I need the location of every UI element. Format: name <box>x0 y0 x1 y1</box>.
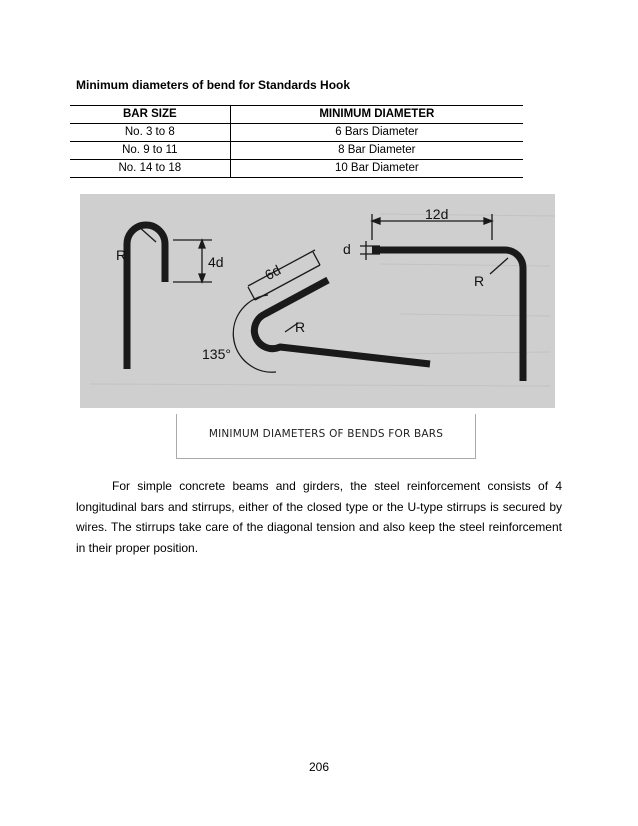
table-cell: No. 9 to 11 <box>70 142 230 160</box>
bend-diameter-table <box>70 105 523 178</box>
column-header-min-diameter: MINIMUM DIAMETER <box>230 106 523 124</box>
table-cell: 10 Bar Diameter <box>230 160 523 178</box>
radius-label: R <box>474 273 485 289</box>
table-cell: 6 Bars Diameter <box>230 124 523 142</box>
diameter-label: d <box>343 241 351 257</box>
table-cell: 8 Bar Diameter <box>230 142 523 160</box>
table-cell: No. 14 to 18 <box>70 160 230 178</box>
table-row <box>70 160 523 178</box>
figure-caption-box <box>176 414 476 459</box>
table-cell: No. 3 to 8 <box>70 124 230 142</box>
length-label-4d: 4d <box>208 254 224 270</box>
table-header-row <box>70 106 523 124</box>
angle-label: 135° <box>202 346 231 362</box>
radius-label: R <box>116 247 127 263</box>
radius-label: R <box>295 319 306 335</box>
length-label-6d: 6d <box>262 261 284 284</box>
length-label-12d: 12d <box>425 206 449 222</box>
body-paragraph: For simple concrete beams and girders, the steel reinforcement consists of 4 longitudinal bars and stirrups, either of the closed type or the U-type stirrups is secured by wires. The stirrups take care of the diagonal tension and also keep the steel reinforcement in their proper position. <box>76 479 562 555</box>
column-header-bar-size: BAR SIZE <box>70 106 230 124</box>
bend-diagram <box>80 194 555 408</box>
table-row <box>70 142 523 160</box>
table-heading: Minimum diameters of bend for Standards Hook <box>76 78 351 92</box>
figure-caption: MINIMUM DIAMETERS OF BENDS FOR BARS <box>208 428 444 440</box>
page-number: 206 <box>308 760 330 774</box>
table-row <box>70 124 523 142</box>
